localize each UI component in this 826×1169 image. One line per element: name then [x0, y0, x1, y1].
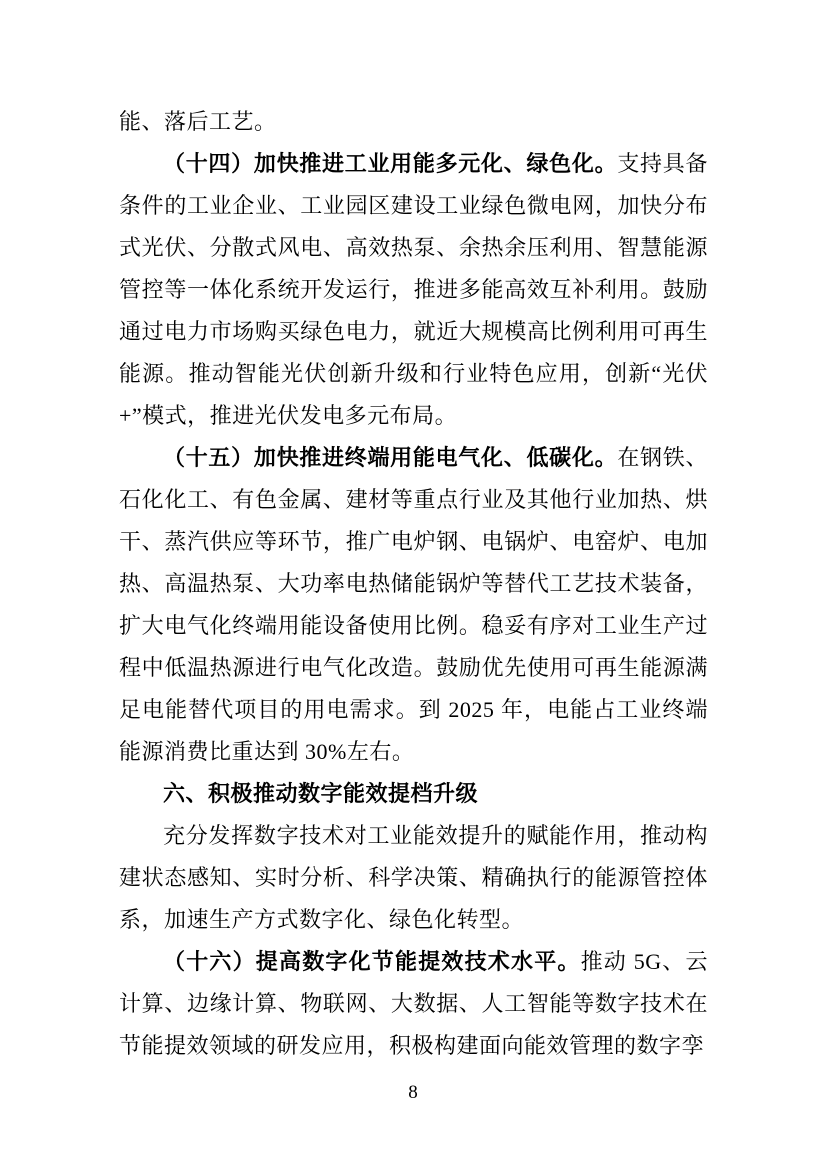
- clause-14-heading: （十四）加快推进工业用能多元化、绿色化。: [163, 151, 618, 176]
- paragraph-continuation: [119, 101, 708, 143]
- clause-16-paragraph: [119, 941, 708, 1067]
- clause-15-body-text: 在钢铁、石化化工、有色金属、建材等重点行业及其他行业加热、烘干、蒸汽供应等环节，推广电炉钢、电锅炉、电窑炉、电加热、高温热泵、大功率电热储能锅炉等替代工艺技术装备，扩大电气化终端用能设备使用比例。稳妥有序对工业生产过程中低温热源进行电气化改造。鼓励优先使用可再生能源满足电能替代项目的用电需求。到 2025 年，电能占工业终端能源消费比重达到 30%左右。: [119, 445, 708, 764]
- document-body: [119, 101, 708, 1076]
- section-6-intro-text: 充分发挥数字技术对工业能效提升的赋能作用，推动构建状态感知、实时分析、科学决策、精确执行的能源管控体系，加速生产方式数字化、绿色化转型。: [119, 823, 708, 932]
- clause-16-heading: （十六）提高数字化节能提效技术水平。: [163, 949, 581, 974]
- clause-15-heading: （十五）加快推进终端用能电气化、低碳化。: [163, 445, 618, 470]
- clause-16-body-text: 推动 5G、云计算、边缘计算、物联网、大数据、人工智能等数字技术在节能提效领域的研发应用，积极构建面向能效管理的数字孪: [119, 949, 708, 1058]
- section-6-intro-paragraph: [119, 815, 708, 941]
- clause-15-paragraph: [119, 437, 708, 773]
- clause-14-body-text: 支持具备条件的工业企业、工业园区建设工业绿色微电网，加快分布式光伏、分散式风电、高效热泵、余热余压利用、智慧能源管控等一体化系统开发运行，推进多能高效互补利用。鼓励通过电力市场购买绿色电力，就近大规模高比例利用可再生能源。推动智能光伏创新升级和行业特色应用，创新“光伏+”模式，推进光伏发电多元布局。: [119, 151, 708, 428]
- page-number: 8: [408, 1082, 418, 1103]
- section-6-heading: 六、积极推动数字能效提档升级: [163, 781, 479, 806]
- clause-14-paragraph: [119, 143, 708, 437]
- paragraph-continuation-text: 能、落后工艺。: [119, 109, 277, 134]
